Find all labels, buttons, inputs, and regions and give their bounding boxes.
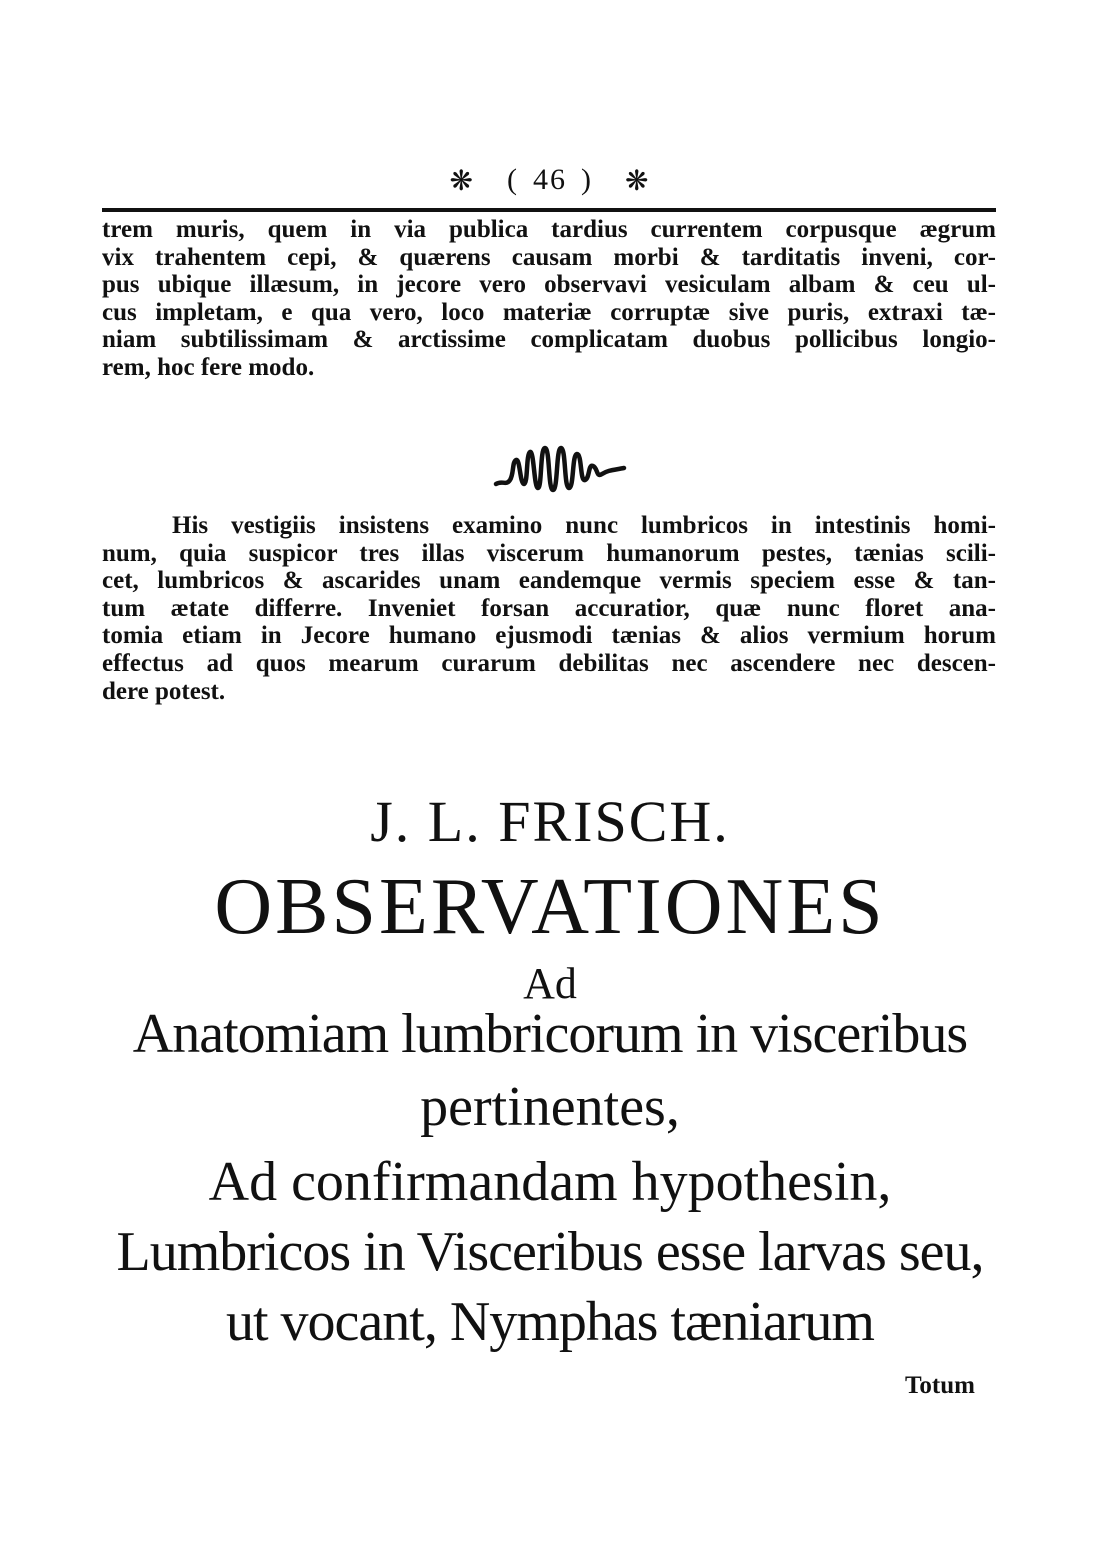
text-line: pus ubique illæsum, in jecore vero observavi vesiculam albam & ceu ul-	[102, 271, 996, 299]
fleuron-icon: ❋	[449, 166, 475, 198]
page-number: 46	[533, 163, 567, 196]
text-line: tomia etiam in Jecore humano ejusmodi tænias & alios vermium horum	[102, 622, 996, 650]
paragraph-2	[102, 512, 996, 705]
text-line: niam subtilissimam & arctissime complicatam duobus pollicibus longio-	[102, 326, 996, 354]
text-line: rem, hoc fere modo.	[102, 353, 315, 381]
title-line: Lumbricos in Visceribus esse larvas seu,	[116, 1221, 984, 1283]
author-name: J. L. FRISCH.	[370, 789, 730, 854]
running-header	[0, 162, 1100, 200]
fleuron-icon: ❋	[625, 166, 651, 198]
title-line: pertinentes,	[420, 1076, 680, 1138]
text-line: num, quia suspicor tres illas viscerum humanorum pestes, tænias scili-	[102, 539, 996, 567]
title-line: Anatomiam lumbricorum in visceribus	[132, 1003, 968, 1065]
header-rule	[102, 208, 996, 212]
text-line: cus impletam, e qua vero, loco materiæ corruptæ sive puris, extraxi tæ-	[102, 298, 996, 326]
text-line: effectus ad quos mearum curarum debilitas nec ascendere nec descen-	[102, 649, 996, 677]
text-line: dere potest.	[102, 677, 226, 705]
section-heading: OBSERVATIONES	[214, 863, 886, 951]
text-line: vix trahentem cepi, & quærens causam morbi & tarditatis inveni, cor-	[102, 243, 996, 271]
catchword: Totum	[905, 1372, 975, 1399]
text-line: His vestigiis insistens examino nunc lumbricos in intestinis homi-	[172, 512, 996, 539]
tapeworm-figure-icon	[490, 440, 630, 496]
text-line: tum ætate differre. Inveniet forsan accuratior, quæ nunc floret ana-	[102, 594, 996, 622]
title-ad: Ad	[523, 959, 577, 1008]
text-line: cet, lumbricos & ascarides unam eandemque vermis speciem esse & tan-	[102, 567, 996, 595]
text-line: trem muris, quem in via publica tardius currentem corpusque ægrum	[102, 216, 996, 243]
title-line: ut vocant, Nymphas tæniarum	[225, 1291, 874, 1353]
title-line: Ad confirmandam hypothesin,	[208, 1151, 892, 1213]
paren-close: )	[581, 163, 593, 196]
paren-open: (	[507, 163, 519, 196]
paragraph-1	[102, 216, 996, 382]
